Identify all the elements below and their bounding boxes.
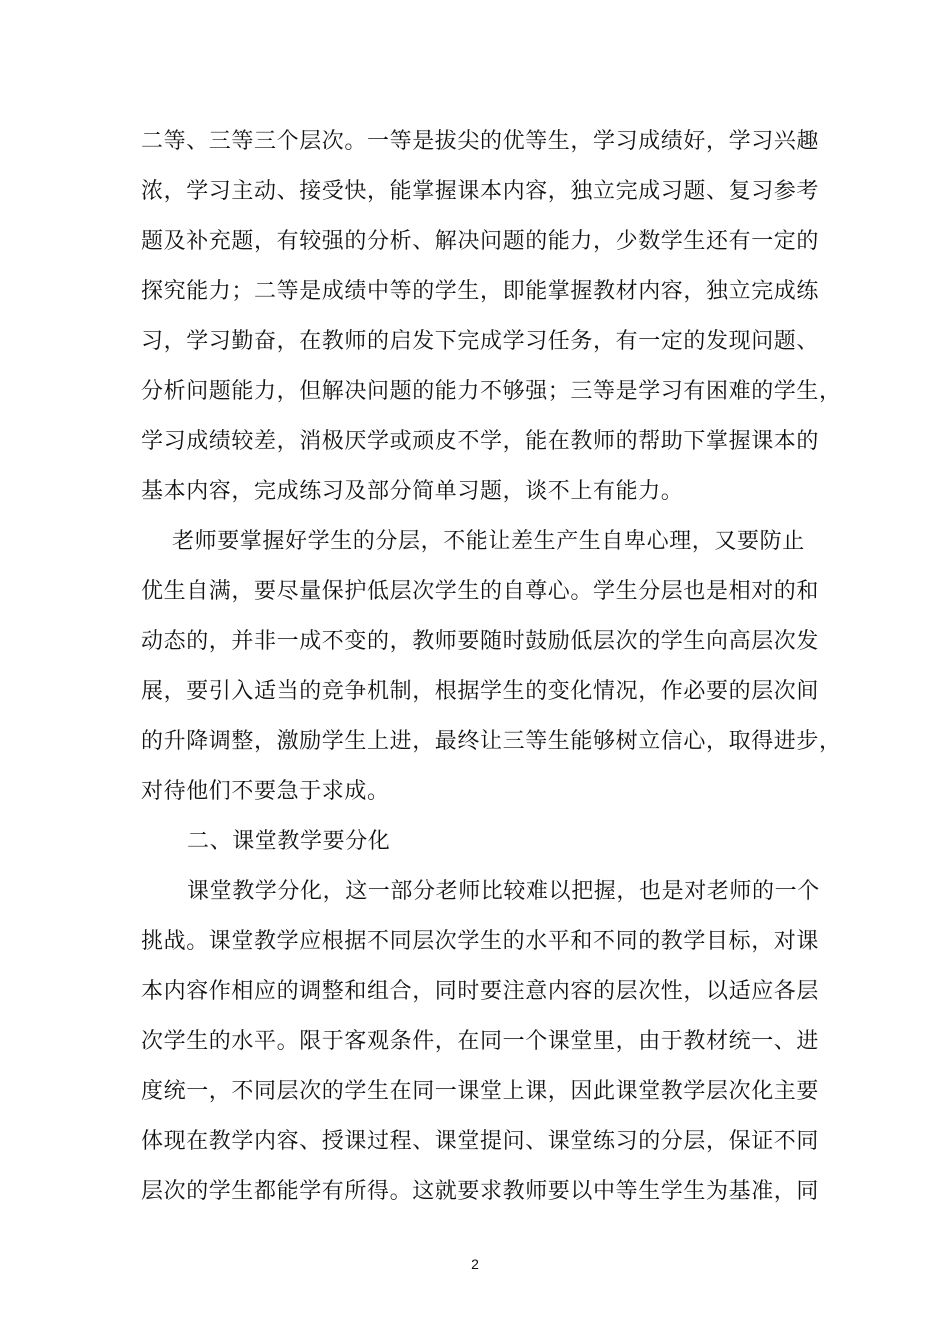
text-line: 动态的，并非一成不变的，教师要随时鼓励低层次的学生向高层次发	[141, 629, 820, 654]
text-line: 学习成绩较差，消极厌学或顽皮不学，能在教师的帮助下掌握课本的	[141, 429, 820, 454]
text-line: 浓，学习主动、接受快，能掌握课本内容，独立完成习题、复习参考	[141, 179, 820, 204]
text-line: 度统一，不同层次的学生在同一课堂上课，因此课堂教学层次化主要	[141, 1079, 820, 1104]
text-line: 题及补充题，有较强的分析、解决问题的能力，少数学生还有一定的	[141, 229, 820, 254]
text-line: 挑战。课堂教学应根据不同层次学生的水平和不同的教学目标，对课	[141, 929, 820, 954]
text-line: 二等、三等三个层次。一等是拔尖的优等生，学习成绩好，学习兴趣	[141, 129, 820, 154]
paragraph-first-line: 老师要掌握好学生的分层，不能让差生产生自卑心理，又要防止	[172, 529, 805, 554]
text-line: 习，学习勤奋，在教师的启发下完成学习任务，有一定的发现问题、	[141, 329, 820, 354]
text-line: 对待他们不要急于求成。	[141, 779, 390, 804]
text-line: 分析问题能力，但解决问题的能力不够强；三等是学习有困难的学生，	[141, 379, 842, 404]
section-heading: 二、课堂教学要分化	[187, 829, 391, 854]
text-line: 探究能力；二等是成绩中等的学生，即能掌握教材内容，独立完成练	[141, 279, 820, 304]
text-line: 展，要引入适当的竞争机制，根据学生的变化情况，作必要的层次间	[141, 679, 820, 704]
paragraph-first-line: 课堂教学分化，这一部分老师比较难以把握，也是对老师的一个	[187, 879, 820, 904]
text-line: 体现在教学内容、授课过程、课堂提问、课堂练习的分层，保证不同	[141, 1129, 820, 1154]
text-line: 基本内容，完成练习及部分简单习题，谈不上有能力。	[141, 479, 684, 504]
text-line: 的升降调整，激励学生上进，最终让三等生能够树立信心，取得进步，	[141, 729, 842, 754]
page-number: 2	[471, 1256, 479, 1272]
text-line: 次学生的水平。限于客观条件，在同一个课堂里，由于教材统一、进	[141, 1029, 820, 1054]
text-line: 层次的学生都能学有所得。这就要求教师要以中等生学生为基准，同	[141, 1179, 820, 1204]
text-line: 本内容作相应的调整和组合，同时要注意内容的层次性，以适应各层	[141, 979, 820, 1004]
text-line: 优生自满，要尽量保护低层次学生的自尊心。学生分层也是相对的和	[141, 579, 820, 604]
